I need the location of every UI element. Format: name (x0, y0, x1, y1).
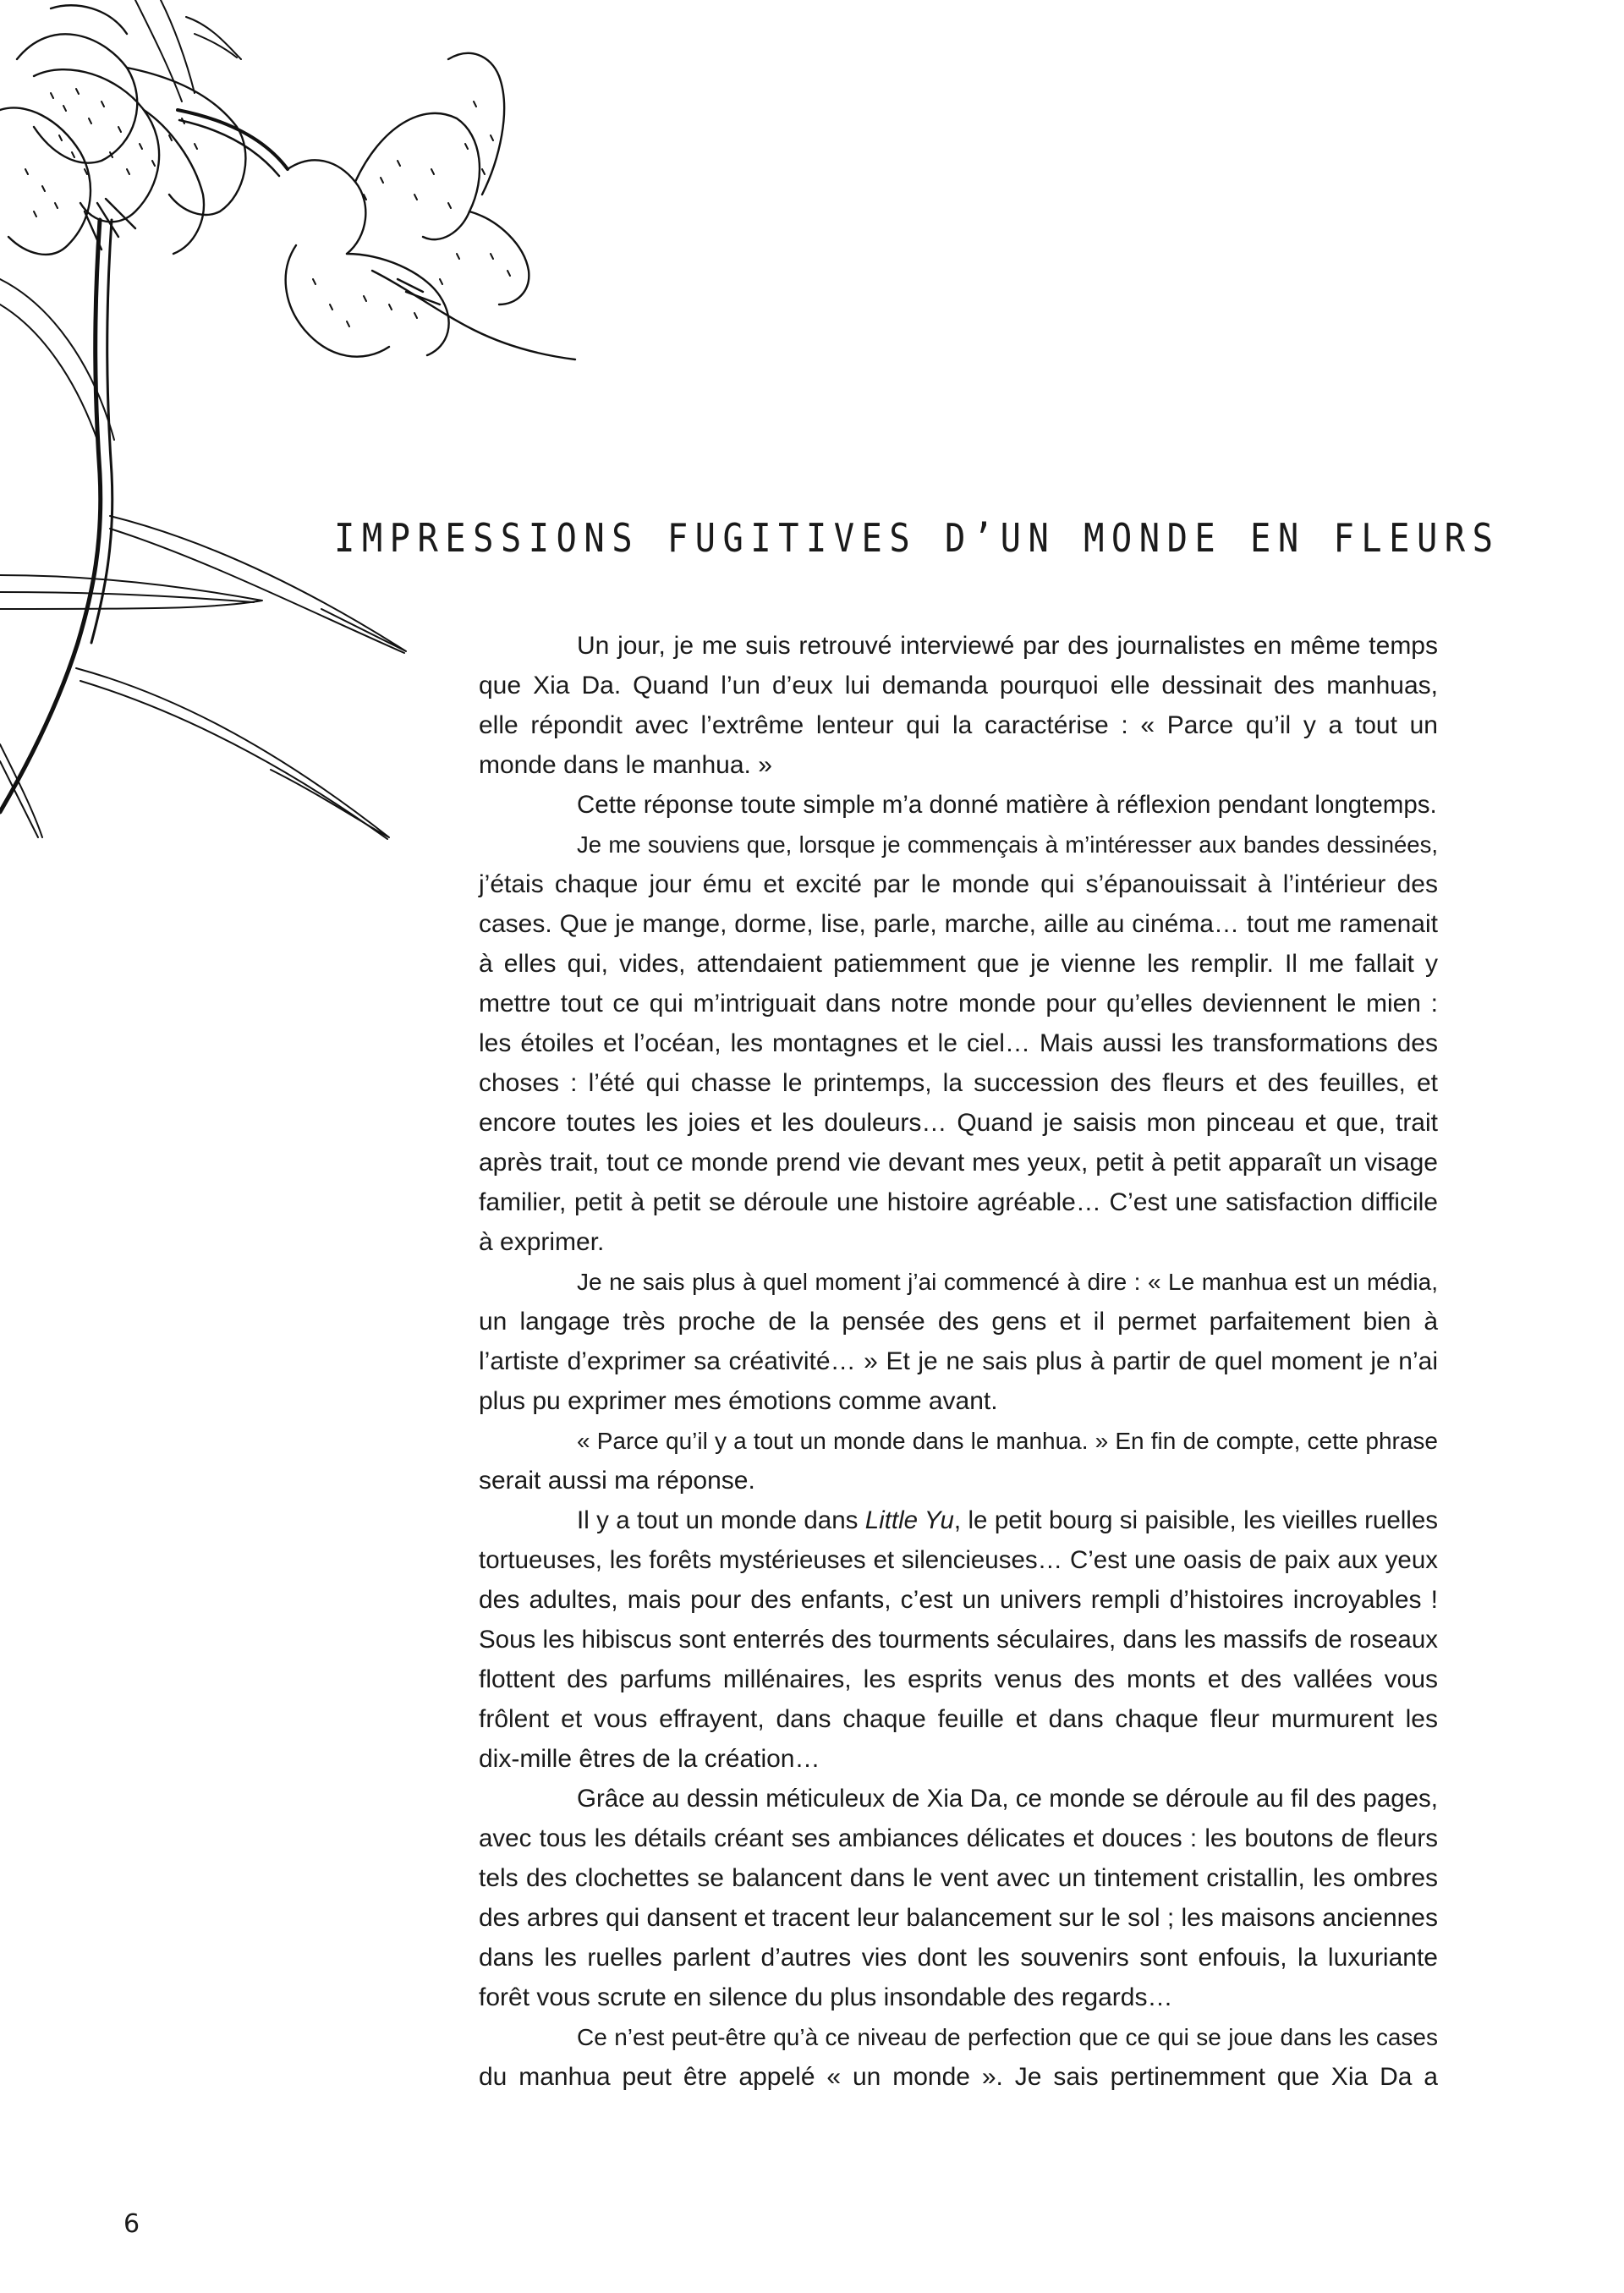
text-line (479, 1500, 1438, 1540)
text-line: cases. Que je mange, dorme, lise, parle, marche, aille au cinéma… tout me ramenait (479, 910, 1438, 938)
text-line: à elles qui, vides, attendaient patiemment que je vienne les remplir. Il me fallait y (479, 950, 1438, 978)
text-line: monde dans le manhua. » (479, 751, 772, 779)
text-line: du manhua peut être appelé « un monde ». Je sais pertinemment que Xia Da a (479, 2063, 1438, 2091)
text-line: « Parce qu’il y a tout un monde dans le manhua. » En fin de compte, cette phrase (577, 1428, 1438, 1454)
text-line: Je ne sais plus à quel moment j’ai commencé à dire : « Le manhua est un média, (577, 1269, 1438, 1295)
text-fragment: , le petit bourg si paisible, les vieilles ruelles (953, 1506, 1439, 1534)
text-line: avec tous les détails créant ses ambiances délicates et douces : les boutons de fleurs (479, 1824, 1438, 1852)
text-line: des arbres qui dansent et tracent leur balancement sur le sol ; les maisons anciennes (479, 1904, 1438, 1932)
text-line: encore toutes les joies et les douleurs… Quand je saisis mon pinceau et que, trait (479, 1109, 1438, 1137)
text-line: dix-mille êtres de la création… (479, 1745, 820, 1773)
text-line: choses : l’été qui chasse le printemps, la succession des fleurs et des feuilles, et (479, 1069, 1438, 1097)
text-line: Un jour, je me suis retrouvé interviewé par des journalistes en même temps (577, 632, 1438, 660)
paragraph (479, 2017, 1438, 2097)
text-line: j’étais chaque jour ému et excité par le monde qui s’épanouissait à l’intérieur des (479, 870, 1438, 898)
text-line: à exprimer. (479, 1228, 605, 1256)
text-line: flottent des parfums millénaires, les esprits venus des monts et des vallées vous (479, 1665, 1438, 1693)
text-line: serait aussi ma réponse. (479, 1467, 755, 1495)
text-line: Sous les hibiscus sont enterrés des tourments séculaires, dans les massifs de roseaux (479, 1626, 1438, 1654)
text-line: familier, petit à petit se déroule une histoire agréable… C’est une satisfaction difficile (479, 1188, 1438, 1216)
text-line: l’artiste d’exprimer sa créativité… » Et je ne sais plus à partir de quel moment je n’ai (479, 1347, 1438, 1375)
text-line: Je me souviens que, lorsque je commençais à m’intéresser aux bandes dessinées, (577, 831, 1438, 858)
lily-flower-right (286, 53, 575, 359)
paragraph (479, 1262, 1438, 1421)
text-line: tortueuses, les forêts mystérieuses et silencieuses… C’est une oasis de paix aux yeux (479, 1546, 1438, 1574)
text-line: Cette réponse toute simple m’a donné matière à réflexion pendant longtemps. (577, 791, 1437, 819)
text-line: plus pu exprimer mes émotions comme avant. (479, 1387, 998, 1415)
text-line: mettre tout ce qui m’intriguait dans notre monde pour qu’elles deviennent le mien : (479, 990, 1438, 1018)
text-line: les étoiles et l’océan, les montagnes et le ciel… Mais aussi les transformations des (479, 1029, 1438, 1057)
body-text (479, 626, 1438, 2097)
page-title: IMPRESSIONS FUGITIVES D’UN MONDE EN FLEURS (334, 514, 1501, 561)
paragraph (479, 1500, 1438, 1779)
paragraph (479, 626, 1438, 785)
text-line: Ce n’est peut-être qu’à ce niveau de perfection que ce qui se joue dans les cases (577, 2024, 1438, 2050)
text-line: tels des clochettes se balancent dans le vent avec un tintement cristallin, les ombres (479, 1864, 1438, 1892)
text-line: un langage très proche de la pensée des gens et il permet parfaitement bien à (479, 1308, 1438, 1336)
text-line: dans les ruelles parlent d’autres vies dont les souvenirs sont enfouis, la luxuriante (479, 1944, 1438, 1972)
paragraph (479, 825, 1438, 1262)
page-number: 6 (123, 2209, 140, 2239)
book-title: Little Yu (864, 1506, 954, 1534)
text-line: frôlent et vous effrayent, dans chaque feuille et dans chaque fleur murmurent les (479, 1705, 1438, 1733)
paragraph (479, 1779, 1438, 2017)
text-line: des adultes, mais pour des enfants, c’est un univers rempli d’histoires incroyables ! (479, 1586, 1438, 1614)
paragraph (479, 1421, 1438, 1500)
paragraph (479, 785, 1438, 825)
text-fragment: Il y a tout un monde dans (577, 1506, 865, 1534)
text-line: forêt vous scrute en silence du plus insondable des regards… (479, 1983, 1173, 2011)
text-line: elle répondit avec l’extrême lenteur qui la caractérise : « Parce qu’il y a tout un (479, 711, 1438, 739)
text-line: que Xia Da. Quand l’un d’eux lui demanda pourquoi elle dessinait des manhuas, (479, 672, 1438, 699)
text-line: après trait, tout ce monde prend vie devant mes yeux, petit à petit apparaît un visage (479, 1149, 1438, 1177)
text-line: Grâce au dessin méticuleux de Xia Da, ce monde se déroule au fil des pages, (577, 1785, 1438, 1813)
